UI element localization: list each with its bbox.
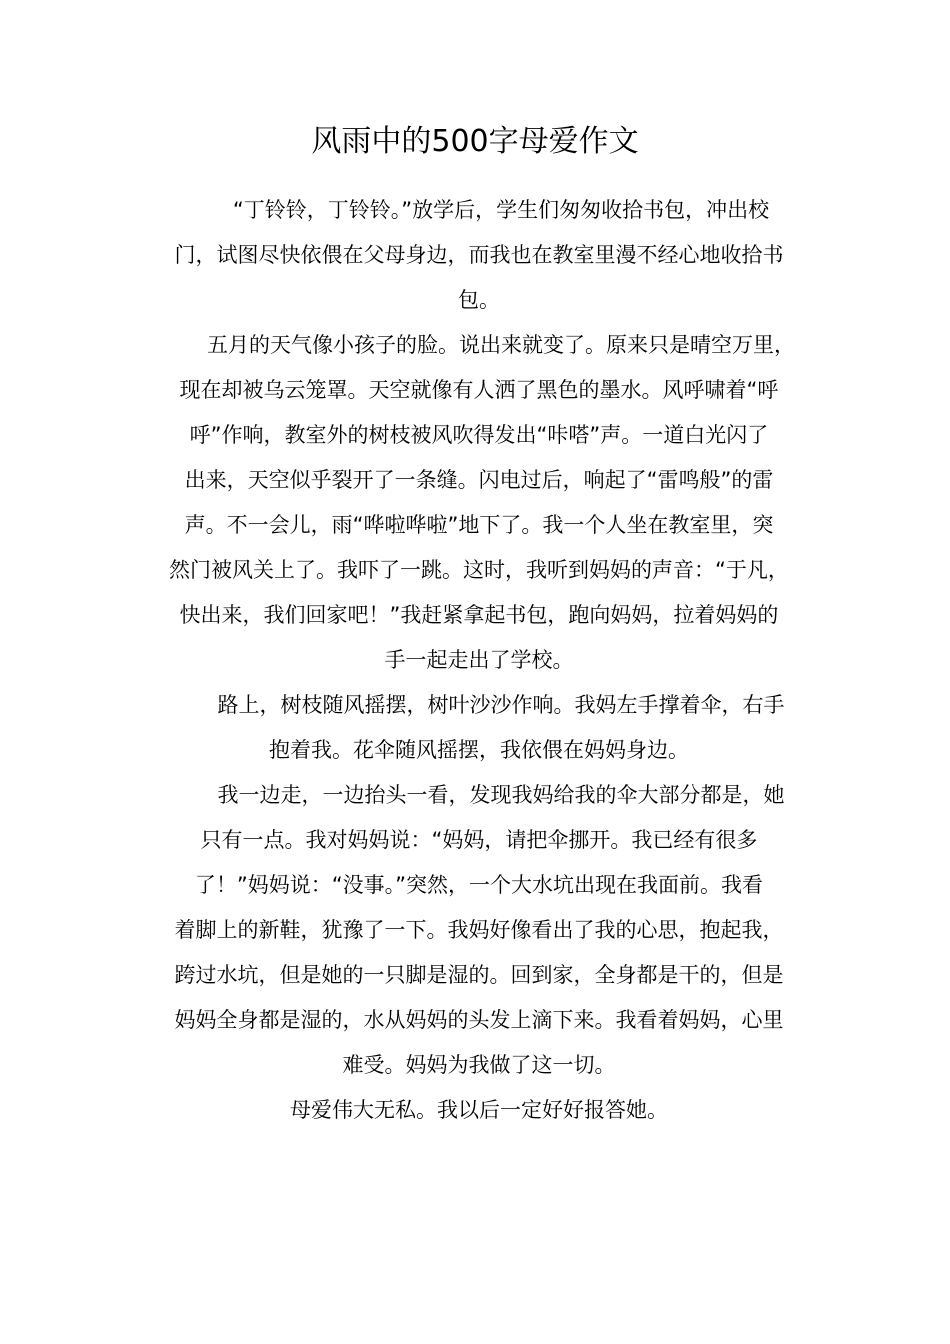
text-line: “丁铃铃，丁铃铃。”放学后，学生们匆匆收拾书包，冲出校 — [232, 198, 770, 222]
paragraph — [152, 188, 806, 323]
text-line: 呼”作响，教室外的树枝被风吹得发出“咔嗒”声。一道白光闪了 — [189, 423, 769, 447]
text-line: 门，试图尽快依偎在父母身边，而我也在教室里漫不经心地收拾书 — [174, 243, 784, 267]
text-line: 五月的天气像小孩子的脸。说出来就变了。原来只是晴空万里， — [207, 333, 795, 357]
text-line: 着脚上的新鞋，犹豫了一下。我妈好像看出了我的心思，抱起我， — [174, 918, 784, 942]
text-line: 难受。妈妈为我做了这一切。 — [342, 1053, 616, 1077]
document-title: 风雨中的500字母爱作文 — [311, 124, 639, 159]
paragraph — [152, 1088, 806, 1133]
paragraph — [152, 773, 806, 1088]
text-line: 然门被风关上了。我吓了一跳。这时，我听到妈妈的声音：“于凡， — [169, 558, 789, 582]
text-line: 出来，天空似乎裂开了一条缝。闪电过后，响起了“雷鸣般”的雷 — [184, 468, 774, 492]
text-line: 声。不一会儿，雨“哗啦哗啦”地下了。我一个人坐在教室里，突 — [184, 513, 774, 537]
paragraph — [152, 683, 806, 773]
text-line: 手一起走出了学校。 — [384, 648, 574, 672]
text-line: 跨过水坑，但是她的一只脚是湿的。回到家，全身都是干的，但是 — [174, 963, 784, 987]
text-line: 抱着我。花伞随风摇摆，我依偎在妈妈身边。 — [269, 738, 689, 762]
text-line: 现在却被乌云笼罩。天空就像有人洒了黑色的墨水。风呼啸着“呼 — [179, 378, 779, 402]
text-line: 只有一点。我对妈妈说：“妈妈，请把伞挪开。我已经有很多 — [200, 828, 758, 852]
text-line: 我一边走，一边抬头一看，发现我妈给我的伞大部分都是，她 — [217, 783, 785, 807]
text-line: 妈妈全身都是湿的，水从妈妈的头发上滴下来。我看着妈妈，心里 — [174, 1008, 784, 1032]
text-line: 母爱伟大无私。我以后一定好好报答她。 — [290, 1098, 668, 1122]
text-line: 路上，树枝随风摇摆，树叶沙沙作响。我妈左手撑着伞，右手 — [217, 693, 785, 717]
paragraph — [152, 323, 806, 683]
text-line: 包。 — [458, 288, 500, 312]
text-line: 了！”妈妈说：“没事。”突然，一个大水坑出现在我面前。我看 — [194, 873, 764, 897]
text-line: 快出来，我们回家吧！”我赶紧拿起书包，跑向妈妈，拉着妈妈的 — [179, 603, 779, 627]
document-body — [152, 188, 806, 1133]
